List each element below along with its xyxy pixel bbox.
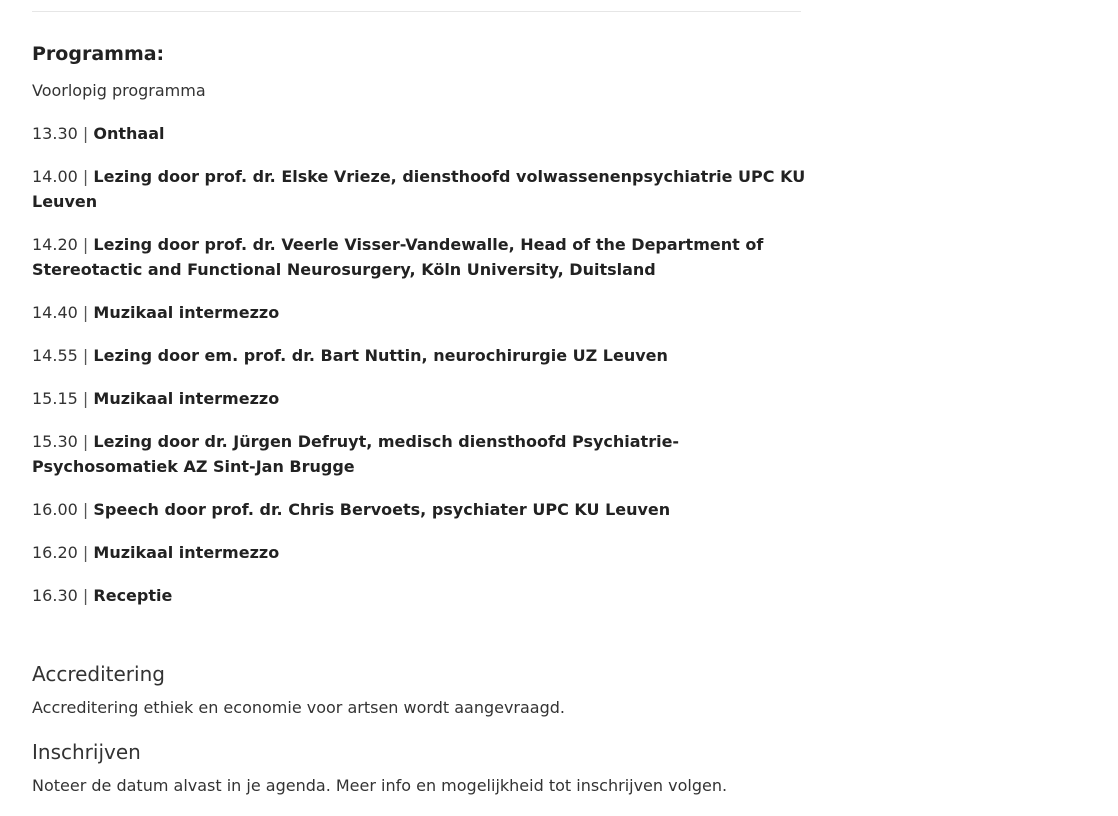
- main-content: [32, 41, 812, 816]
- program-item: [32, 583, 812, 608]
- inschrijven-heading: Inschrijven: [32, 740, 141, 764]
- program-title: Onthaal: [93, 124, 165, 143]
- program-item: [32, 540, 812, 565]
- program-title: Muzikaal intermezzo: [93, 543, 280, 562]
- program-time: 14.00: [32, 167, 78, 186]
- program-list: [32, 121, 812, 608]
- program-item: [32, 300, 812, 325]
- program-title: Receptie: [93, 586, 173, 605]
- programma-subtitle: Voorlopig programma: [32, 81, 206, 100]
- time-separator: |: [82, 543, 89, 562]
- program-time: 14.40: [32, 303, 78, 322]
- time-separator: |: [82, 124, 89, 143]
- program-title: Muzikaal intermezzo: [93, 303, 280, 322]
- program-item: [32, 164, 812, 214]
- top-divider: [32, 11, 801, 12]
- program-time: 14.20: [32, 235, 78, 254]
- program-item: [32, 386, 812, 411]
- program-time: 16.20: [32, 543, 78, 562]
- programma-heading: Programma:: [32, 43, 165, 65]
- program-time: 16.30: [32, 586, 78, 605]
- program-time: 16.00: [32, 500, 78, 519]
- program-time: 14.55: [32, 346, 78, 365]
- accreditering-heading: Accreditering: [32, 662, 165, 686]
- program-item: [32, 343, 812, 368]
- time-separator: |: [82, 586, 89, 605]
- program-title: Lezing door prof. dr. Elske Vrieze, diensthoofd volwassenenpsychiatrie UPC KU Leuven: [32, 167, 806, 211]
- program-title: Speech door prof. dr. Chris Bervoets, psychiater UPC KU Leuven: [93, 500, 671, 519]
- program-item: [32, 497, 812, 522]
- program-item: [32, 232, 812, 282]
- program-time: 15.30: [32, 432, 78, 451]
- time-separator: |: [82, 235, 89, 254]
- program-time: 15.15: [32, 389, 78, 408]
- program-title: Lezing door em. prof. dr. Bart Nuttin, neurochirurgie UZ Leuven: [93, 346, 668, 365]
- accreditering-text: Accreditering ethiek en economie voor artsen wordt aangevraagd.: [32, 698, 566, 717]
- program-time: 13.30: [32, 124, 78, 143]
- time-separator: |: [82, 389, 89, 408]
- program-item: [32, 121, 812, 146]
- program-item: [32, 429, 812, 479]
- program-title: Muzikaal intermezzo: [93, 389, 280, 408]
- program-title: Lezing door prof. dr. Veerle Visser-Vandewalle, Head of the Department of Stereotactic and Functional Neurosurgery, Köln University, Duitsland: [32, 235, 764, 279]
- time-separator: |: [82, 167, 89, 186]
- inschrijven-text: Noteer de datum alvast in je agenda. Meer info en mogelijkheid tot inschrijven volgen.: [32, 776, 728, 795]
- time-separator: |: [82, 500, 89, 519]
- time-separator: |: [82, 432, 89, 451]
- time-separator: |: [82, 303, 89, 322]
- program-title: Lezing door dr. Jürgen Defruyt, medisch diensthoofd Psychiatrie-Psychosomatiek AZ Sint-Jan Brugge: [32, 432, 680, 476]
- time-separator: |: [82, 346, 89, 365]
